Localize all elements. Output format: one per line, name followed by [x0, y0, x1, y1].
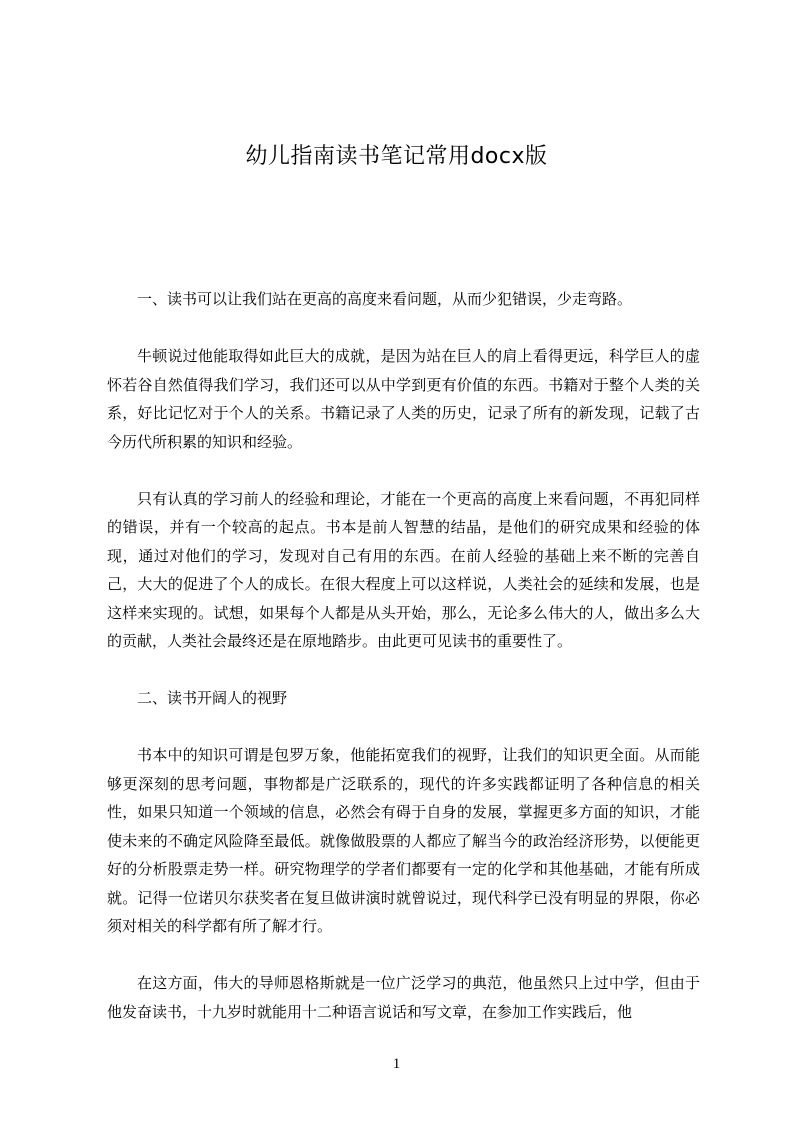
body-paragraph: 书本中的知识可谓是包罗万象，他能拓宽我们的视野，让我们的知识更全面。从而能够更深刻的思考问题，事物都是广泛联系的，现代的许多实践都证明了各种信息的相关性，如果只知道一个领域的信息，必然会有碍于自身的发展，掌握更多方面的知识，才能使未来的不确定风险降至最低。就像做股票的人都应了解当今的政治经济形势，以便能更好的分析股票走势一样。研究物理学的学者们都要有一定的化学和其他基础，才能有所成就。记得一位诺贝尔获奖者在复旦做讲演时就曾说过，现代科学已没有明显的界限，你必须对相关的科学都有所了解才行。	[107, 746, 700, 935]
body-paragraph: 牛顿说过他能取得如此巨大的成就，是因为站在巨人的肩上看得更远，科学巨人的虚怀若谷自然值得我们学习，我们还可以从中学到更有价值的东西。书籍对于整个人类的关系，好比记忆对于个人的关系。书籍记录了人类的历史，记录了所有的新发现，记载了古今历代所积累的知识和经验。	[107, 347, 700, 451]
page-number: 1	[392, 1056, 401, 1072]
document-title: 幼儿指南读书笔记常用docx版	[245, 144, 548, 169]
body-paragraph: 在这方面，伟大的导师恩格斯就是一位广泛学习的典范，他虽然只上过中学，但由于他发奋读书，十九岁时就能用十二种语言说话和写文章，在参加工作实践后，他	[107, 974, 700, 1021]
body-paragraph: 只有认真的学习前人的经验和理论，才能在一个更高的高度上来看问题，不再犯同样的错误，并有一个较高的起点。书本是前人智慧的结晶，是他们的研究成果和经验的体现，通过对他们的学习，发现对自己有用的东西。在前人经验的基础上来不断的完善自己，大大的促进了个人的成长。在很大程度上可以这样说，人类社会的延续和发展，也是这样来实现的。试想，如果每个人都是从头开始，那么，无论多么伟大的人，做出多么大的贡献，人类社会最终还是在原地踏步。由此更可见读书的重要性了。	[107, 489, 700, 650]
section-heading-2: 二、读书开阔人的视野	[137, 689, 288, 707]
section-heading-1: 一、读书可以让我们站在更高的高度来看问题，从而少犯错误，少走弯路。	[137, 290, 633, 308]
document-body	[107, 285, 700, 1026]
